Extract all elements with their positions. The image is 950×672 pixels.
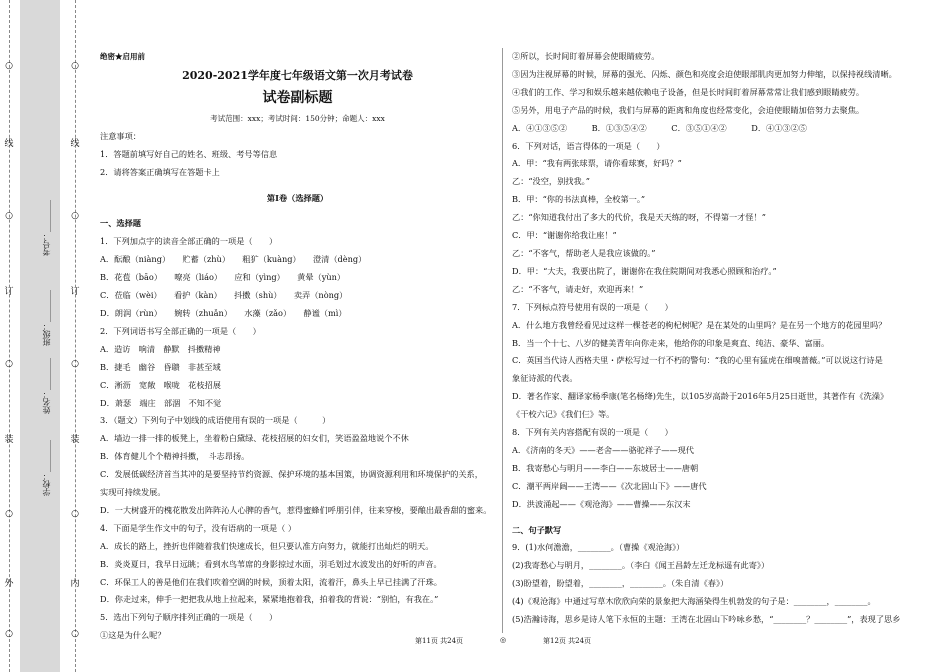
left-column	[100, 48, 495, 645]
inner-mark: ○	[71, 211, 79, 221]
question-line: 9．(1)水何澹澹，________。（曹操《观沧海》）	[512, 542, 685, 553]
question-line: 乙：“没空，别找我。”	[512, 176, 590, 187]
outer-mark: ○	[5, 509, 13, 519]
inner-mark: 订	[70, 287, 80, 297]
blank-line	[512, 514, 912, 522]
question-line: B．体育健儿个个精神抖擞， 斗志昂扬。	[100, 451, 250, 462]
question-line: D．萧瑟 端庄 部涸 不知不觉	[100, 397, 222, 408]
right-page-number: 第12页 共24页	[543, 637, 592, 645]
exam-meta: 考试范围：xxx；考试时间：150分钟；命题人：xxx	[210, 113, 385, 123]
question-line: A．什么地方我曾经看见过这样一棵苍老的枸杞树呢？是在某处的山里吗？是在另一个地方的花园里吗？	[512, 319, 887, 330]
question-line: 《干校六记》《我们仨》等。	[512, 409, 615, 420]
question-line: A．酝酿（niàng） 贮蓄（zhù） 粗犷（kuàng） 澄清（dèng）	[100, 254, 367, 265]
cut-line-outer	[9, 0, 10, 672]
question-line: ②所以，长时间盯着屏幕会使眼睛疲劳。	[512, 51, 660, 61]
question-line: (2)我寄愁心与明月，________。（李白《闻王昌龄左迁龙标遥有此寄》）	[512, 560, 770, 571]
outer-mark: ○	[5, 211, 13, 221]
question-line: B．当一个十七、八岁的健美青年向你走来，他给你的印象是爽直、纯洁、豪华、富丽。	[512, 337, 830, 348]
question-line: A．《济南的冬天》——老舍——骆驼祥子——现代	[512, 444, 694, 455]
exam-subtitle: 试卷副标题	[262, 89, 333, 106]
inner-mark: ○	[71, 629, 79, 639]
right-column	[512, 48, 912, 629]
question-line: D．洪波涌起——《观沧海》——曹操——东汉末	[512, 498, 691, 509]
question-line: 象征诗派的代表。	[512, 373, 578, 384]
outer-mark: 线	[4, 139, 14, 149]
inner-mark: 内	[70, 579, 80, 589]
cut-line-inner	[75, 0, 76, 672]
inner-mark: 线	[70, 139, 80, 149]
question-line: 乙：“不客气，帮助老人是我应该做的。”	[512, 247, 656, 258]
question-line: C．莅临（wèi） 看护（kàn） 抖擞（shù） 卖弄（nòng）	[100, 290, 348, 301]
question-line: 乙：“不客气，请走好，欢迎再来！”	[512, 283, 644, 294]
question-line: (3)盼望着，盼望着，________，________。（朱自清《春》）	[512, 578, 729, 589]
note-item: 2．请将答案正确填写在答题卡上	[100, 166, 220, 177]
question-line: 2．下列词语书写全部正确的一项是（ ）	[100, 325, 261, 336]
outer-mark: 订	[4, 287, 14, 297]
question-line: B．我寄愁心与明月——李白——东坡居士——唐朝	[512, 462, 699, 473]
question-line: B．炎炎夏日，我早日远眺；看到水鸟苇席的身影掠过水面，羽毛划过水波发出的好听的声音。	[100, 558, 442, 569]
outer-mark: ○	[5, 61, 13, 71]
question-line: 8．下列有关内容搭配有误的一项是（ ）	[512, 427, 673, 438]
question-line: A．④①③⑤② B．①③⑤④② C．③⑤①④② D．④①③②⑤	[512, 122, 807, 133]
question-line: C．环保工人的善是他们在我们吹着空调的时候，顶着太阳，流着汗，鼻头上早已挂满了汗珠。	[100, 576, 442, 587]
question-line: 实现可持续发展。	[100, 487, 166, 498]
question-line: C．发展低碳经济首当其冲的是要坚持节约资源、保护环境的基本国策，协调资源利用和环境保护的关系，	[100, 469, 483, 480]
inner-mark: 装	[70, 435, 80, 445]
question-line: D．朗润（rùn） 婉转（zhuǎn） 水藻（zǎo） 静谧（mì）	[100, 307, 347, 318]
section-heading: 二、句子默写	[512, 524, 562, 535]
question-line: C．甲：“谢谢你给我让座！”	[512, 230, 617, 241]
question-line: 5．选出下列句子顺序排列正确的一项是（ ）	[100, 612, 278, 623]
question-line: (4)《观沧海》中通过写草木欣欣向荣的景象把大海涵染得生机勃发的句子是：________，________。	[512, 596, 876, 607]
column-divider	[502, 48, 503, 633]
question-line: A．成长的路上，挫折也伴随着我们快速成长，但只要认准方向努力，就能打出灿烂的明天。	[100, 540, 434, 551]
outer-mark: 外	[4, 579, 14, 589]
question-line: (5)浩瀚诗海，思乡是诗人笔下永恒的主题：王湾在北固山下吟咏乡愁，“________？________”，表现了思乡	[512, 614, 901, 625]
question-line: B．捷毛 幽谷 昏聩 非甚至域	[100, 361, 221, 372]
question-line: A．甲：“我有两张球票，请你看球赛，好吗？”	[512, 158, 682, 169]
gutter-bar-outer	[20, 0, 40, 672]
volume-heading: 第Ⅰ卷（选择题）	[266, 192, 329, 203]
question-line: ④我们的工作、学习和娱乐越来越依赖电子设备，但是长时间盯着屏幕常常让我们感到眼睛疲劳。	[512, 86, 865, 97]
notes-title: 注意事项：	[100, 130, 141, 141]
question-line: B．甲：“你的书法真棒，全校第一。”	[512, 194, 646, 205]
binding-gutter	[0, 0, 88, 672]
question-line: A．造访 响清 静默 抖擞精神	[100, 343, 221, 354]
question-line: B．花苞（bāo） 嘹亮（liáo） 应和（yìng） 黄晕（yùn）	[100, 272, 346, 283]
school-field: 学校：________	[42, 440, 51, 496]
question-line: 4．下面是学生作文中的句子，没有语病的一项是（ ）	[100, 522, 297, 533]
note-item: 1．答题前填写好自己的姓名、班级、考号等信息	[100, 148, 278, 159]
question-line: 6．下列对话，语言得体的一项是（ ）	[512, 140, 665, 151]
question-line: D．著名作家、翻译家杨季康(笔名杨绛)先生，以105岁高龄于2016年5月25日逝世，其著作有《洗澡》	[512, 391, 889, 402]
secret-label: 绝密★启用前	[100, 52, 145, 61]
question-line: 1．下列加点字的读音全部正确的一项是（ ）	[100, 236, 278, 247]
question-line: 7．下列标点符号使用有误的一项是（ ）	[512, 301, 673, 312]
question-line: 3．（题文）下列句子中划线的成语使用有误的一项是（ ）	[100, 415, 331, 426]
question-line: C．淅沥 宽敞 喉咙 花枝招展	[100, 379, 221, 390]
question-line: D．你走过来，伸手一把把我从地上拉起来，紧紧地抱着我，拍着我的背说：“别怕，有我在。”	[100, 594, 439, 605]
name-field: 姓名：________	[42, 358, 51, 414]
outer-mark: 装	[4, 435, 14, 445]
center-mark: ◎	[500, 636, 507, 644]
student-id-field: 考号：________	[42, 200, 51, 256]
question-line: ⑤另外，用电子产品的时候，我们与屏幕的距离和角度也经常变化，会迫使眼睛加倍努力去聚焦。	[512, 104, 865, 115]
inner-mark: ○	[71, 61, 79, 71]
question-line: ③因为注视屏幕的时候，屏幕的强光、闪烁、颜色和亮度会迫使眼部肌肉更加努力伸缩，以保持视线清晰。	[512, 68, 897, 79]
outer-mark: ○	[5, 629, 13, 639]
question-line: D．甲：“大夫，我要出院了，谢谢你在我住院期间对我悉心照顾和治疗。”	[512, 265, 777, 276]
question-line: ①这是为什么呢？	[100, 630, 166, 641]
left-page-number: 第11页 共24页	[415, 637, 464, 645]
question-line: C．潮平两岸阔——王湾——《次北固山下》——唐代	[512, 480, 707, 491]
question-line: D．一大树盛开的槐花散发出阵阵沁人心脾的香气，惹得蜜蜂们呼朋引伴，往来穿梭，要酿出最香甜的蜜来。	[100, 504, 492, 515]
class-field: 班级：________	[42, 290, 51, 346]
exam-title: 2020-2021学年度七年级语文第一次月考试卷	[182, 68, 413, 82]
question-line: 乙：“你知道我付出了多大的代价，我是天天练的呀，不得第一才怪！”	[512, 212, 766, 223]
outer-mark: ○	[5, 359, 13, 369]
inner-mark: ○	[71, 359, 79, 369]
section-heading: 一、选择题	[100, 218, 141, 229]
question-line: A．墙边一排一排的板凳上，坐着粉白黛绿、花枝招展的妇女们，笑语盈盈地说个不休	[100, 433, 409, 444]
inner-mark: ○	[71, 509, 79, 519]
question-line: C．英国当代诗人西格夫里・萨松写过一行不朽的警句：“我的心里有猛虎在细嗅蔷薇。”可以说这行诗是	[512, 355, 883, 366]
